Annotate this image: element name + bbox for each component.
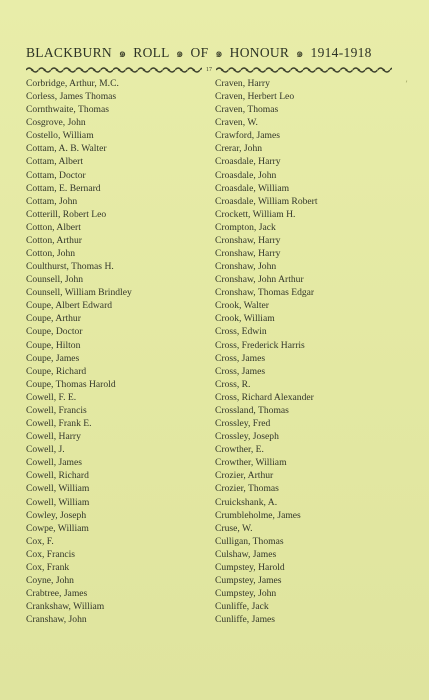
- name-entry: Crowther, E.: [215, 444, 264, 456]
- name-entry: Coupe, Doctor: [26, 326, 83, 338]
- name-entry: Coupe, Richard: [26, 365, 87, 377]
- name-entry: Cronshaw, Thomas Edgar: [215, 287, 315, 299]
- name-entry: Cumpstey, James: [215, 574, 282, 586]
- name-entry: Culligan, Thomas: [215, 535, 284, 547]
- name-entry: Cronshaw, John Arthur: [215, 274, 304, 286]
- name-entry: Cross, Richard Alexander: [215, 391, 314, 403]
- name-entry: Cotton, Arthur: [26, 234, 82, 246]
- name-entry: Cranshaw, John: [26, 614, 87, 626]
- margin-mark-icon: ʼ: [405, 80, 408, 89]
- left-ornament-band-icon: [26, 66, 202, 74]
- name-entry: Cotton, John: [26, 248, 76, 260]
- roll-header: [26, 44, 392, 64]
- name-entry: Craven, Harry: [215, 78, 270, 89]
- name-entry: Cronshaw, John: [215, 261, 277, 273]
- header-word-honour: HONOUR: [229, 45, 290, 60]
- name-entry: Cowell, Francis: [26, 404, 87, 416]
- ornamental-rule: [26, 64, 392, 76]
- name-entry: Cotterill, Robert Leo: [26, 208, 107, 220]
- name-entry: Cross, Edwin: [215, 326, 267, 338]
- name-entry: Coupe, James: [26, 352, 80, 364]
- name-entry: Crossley, Joseph: [215, 431, 279, 443]
- name-entry: Crook, William: [215, 313, 275, 325]
- name-entry: Croasdale, Harry: [215, 156, 281, 168]
- name-entry: Cross, James: [215, 352, 266, 364]
- name-entry: Cowley, Joseph: [26, 509, 87, 521]
- name-entry: Cronshaw, Harry: [215, 234, 281, 246]
- header-years: 1914-1918: [310, 45, 372, 60]
- page-number: 17: [206, 67, 212, 73]
- separator-ornament-icon: ๑: [118, 46, 127, 60]
- name-entry: Coupe, Albert Edward: [26, 300, 113, 312]
- name-entry: Crozier, Thomas: [215, 483, 279, 495]
- header-word-roll: ROLL: [133, 45, 170, 60]
- name-entry: Cottam, John: [26, 195, 78, 207]
- name-entry: Cornthwaite, Thomas: [26, 104, 109, 116]
- name-entry: Cruickshank, A.: [215, 496, 278, 508]
- name-entry: Cross, R.: [215, 378, 251, 390]
- right-ornament-band-icon: [216, 66, 392, 74]
- name-entry: Crerar, John: [215, 143, 263, 155]
- name-entry: Corless, James Thomas: [26, 91, 117, 103]
- name-entry: Cross, Frederick Harris: [215, 339, 305, 351]
- name-entry: Cotton, Albert: [26, 221, 81, 233]
- name-entry: Culshaw, James: [215, 548, 277, 560]
- name-entry: Coulthurst, Thomas H.: [26, 261, 114, 273]
- name-entry: Coyne, John: [26, 574, 74, 586]
- name-entry: Crossland, Thomas: [215, 404, 289, 416]
- name-entry: Crumbleholme, James: [215, 509, 301, 521]
- name-entry: Crankshaw, William: [26, 601, 105, 613]
- name-entry: Croasdale, William: [215, 182, 290, 194]
- name-entry: Cowell, Richard: [26, 470, 89, 482]
- name-entry: Cunliffe, James: [215, 614, 276, 626]
- name-entry: Cowell, James: [26, 457, 82, 469]
- name-entry: Cumpstey, John: [215, 588, 277, 600]
- header-word-of: OF: [190, 45, 209, 60]
- name-entry: Cox, Francis: [26, 548, 76, 560]
- name-entry: Cowell, F. E.: [26, 391, 77, 403]
- name-entry: Coupe, Thomas Harold: [26, 378, 116, 390]
- name-entry: Crompton, Jack: [215, 221, 276, 233]
- name-entry: Cottam, Albert: [26, 156, 84, 168]
- name-entry: Cowell, William: [26, 483, 90, 495]
- name-entry: Crook, Walter: [215, 300, 269, 312]
- separator-ornament-icon: ๑: [295, 46, 304, 60]
- name-entry: Craven, W.: [215, 117, 258, 129]
- name-entry: Cowell, J.: [26, 444, 65, 456]
- name-entry: Cross, James: [215, 365, 266, 377]
- name-entry: Corbridge, Arthur, M.C.: [26, 78, 119, 89]
- name-entry: Crawford, James: [215, 130, 281, 142]
- name-entry: Crockett, William H.: [215, 208, 296, 220]
- name-entry: Croasdale, John: [215, 169, 277, 181]
- name-entry: Crozier, Arthur: [215, 470, 274, 482]
- name-entry: Cumpstey, Harold: [215, 561, 285, 573]
- name-entry: Crowther, William: [215, 457, 287, 469]
- name-entry: Cox, F.: [26, 535, 54, 547]
- name-entry: Cruse, W.: [215, 522, 253, 534]
- name-entry: Counsell, William Brindley: [26, 287, 132, 299]
- name-entry: Cottam, Doctor: [26, 169, 86, 181]
- name-entry: Craven, Herbert Leo: [215, 91, 295, 103]
- name-entry: Cottam, E. Bernard: [26, 182, 101, 194]
- left-name-column: [26, 77, 132, 626]
- right-name-column: [215, 77, 318, 626]
- name-entry: Crabtree, James: [26, 588, 88, 600]
- name-entry: Cowell, William: [26, 496, 90, 508]
- name-entry: Cowell, Harry: [26, 431, 81, 443]
- name-entry: Counsell, John: [26, 274, 84, 286]
- name-entry: Cronshaw, Harry: [215, 248, 281, 260]
- name-entry: Croasdale, William Robert: [215, 195, 318, 207]
- name-entry: Coupe, Hilton: [26, 339, 81, 351]
- name-entry: Coupe, Arthur: [26, 313, 81, 325]
- name-entry: Cosgrove, John: [26, 117, 86, 129]
- header-word-blackburn: BLACKBURN: [26, 45, 112, 60]
- separator-ornament-icon: ๑: [175, 46, 184, 60]
- name-entry: Cowell, Frank E.: [26, 418, 92, 430]
- name-entry: Cottam, A. B. Walter: [26, 143, 107, 155]
- name-entry: Costello, William: [26, 130, 94, 142]
- name-entry: Crossley, Fred: [215, 418, 271, 430]
- separator-ornament-icon: ๑: [215, 46, 223, 60]
- name-entry: Cunliffe, Jack: [215, 601, 269, 613]
- name-entry: Cowpe, William: [26, 522, 89, 534]
- name-entry: Cox, Frank: [26, 561, 70, 573]
- name-entry: Craven, Thomas: [215, 104, 279, 116]
